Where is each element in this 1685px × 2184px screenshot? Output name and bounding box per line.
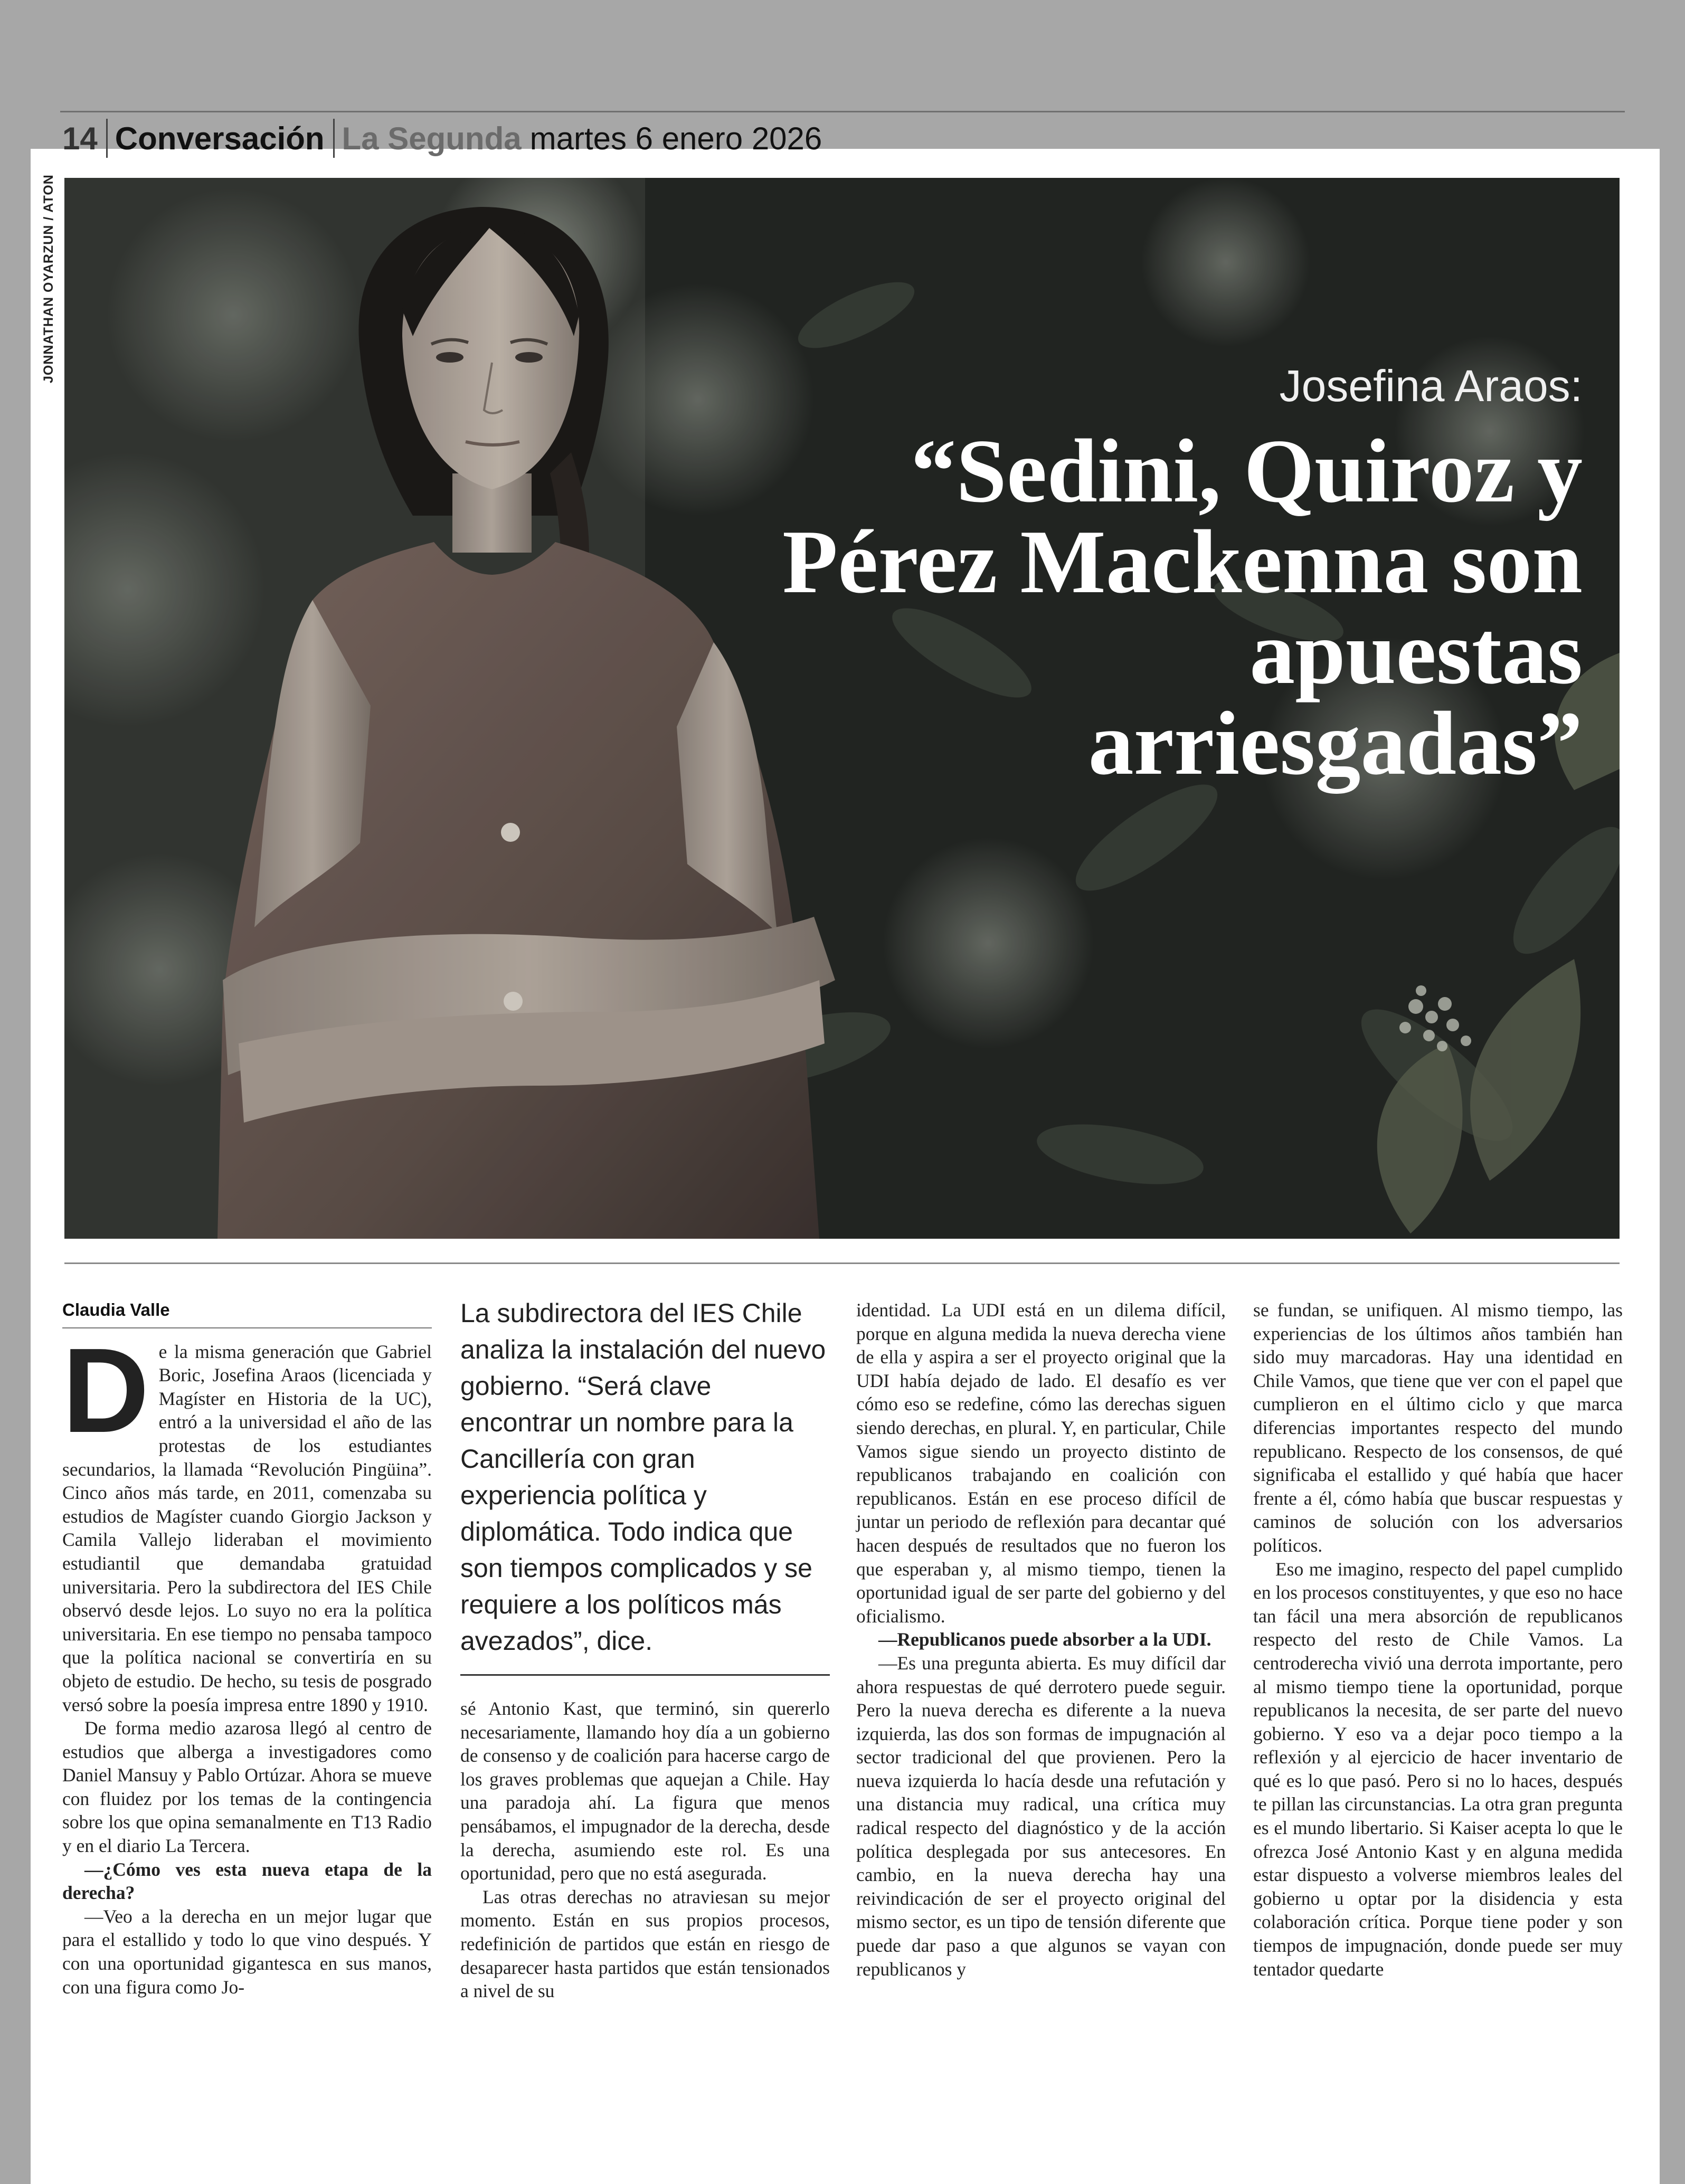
- photo-bottom-rule: [64, 1262, 1620, 1264]
- portrait-photo: [64, 178, 1620, 1239]
- drop-cap: D: [62, 1323, 149, 1458]
- lead-paragraph-text: e la misma generación que Gabriel Boric, Josefina Araos (licenciada y Magíster en Historia de la UC), entró a la universidad el año de las protestas de los estudiantes secundarios, la llamada “Revolución Pingüina”. Cinco años más tarde, en 2011, comenzaba su estudios de Magíster cuando Giorgio Jackson y Camila Vallejo lideraban el movimiento estudiantil que demandaba gratuidad universitaria. Pero la subdirectora del IES Chile observó desde lejos. Lo suyo no era la política universitaria. En ese tiempo no pensaba tampoco que la política nacional se convertiría en su objeto de estudio. De hecho, su tesis de posgrado versó sobre la poesía impresa entre 1890 y 1910.: [62, 1341, 432, 1715]
- page-header: [62, 119, 822, 157]
- header-rule: [60, 111, 1625, 112]
- interview-question: —¿Cómo ves esta nueva etapa de la derecha?: [62, 1858, 432, 1904]
- article-paragraph: sé Antonio Kast, que terminó, sin quererlo necesariamente, llamando hoy día a un gobierno de consenso y de coalición para hacerse cargo de los graves problemas que aquejan a Chile. Hay una paradoja ahí. La figura que menos pensábamos, el impugnador de la derecha, desde la derecha, asumiendo este rol. Es una oportunidad, pero que no está asegurada.: [460, 1698, 830, 1884]
- section-name: Conversación: [115, 120, 325, 156]
- publication-name: La Segunda: [342, 120, 522, 156]
- interview-question: —Republicanos puede absorber a la UDI.: [878, 1629, 1211, 1650]
- article-paragraph: —Es una pregunta abierta. Es muy difícil dar ahora respuestas de qué derrotero puede seguir. Pero la nueva derecha es diferente a la nueva izquierda, las dos son formas de impugnación al sector tradicional del que provienen. Pero la nueva izquierda lo hacía desde una refutación y una distancia muy radical, una crítica muy radical respecto del diagnóstico y de la acción política desplegada por sus antecesores. En cambio, en la nueva derecha hay una reivindicación de ser el proyecto original del mismo sector, es un tipo de tensión diferente que puede dar paso a que algunos se vayan con republicanos y: [856, 1652, 1226, 1980]
- article-paragraph: —Veo a la derecha en un mejor lugar que para el estallido y todo lo que vino después. Y con una oportunidad gigantesca en sus manos, con una figura como Jo-: [62, 1905, 432, 1998]
- header-divider: [106, 119, 108, 158]
- photo-credit-text: JONNATHAN OYARZUN / ATON: [41, 174, 56, 383]
- publication-date: martes 6 enero 2026: [529, 120, 822, 156]
- headline-kicker: Josefina Araos:: [1279, 361, 1583, 411]
- header-divider: [333, 119, 335, 158]
- article-column-2: [460, 1298, 830, 2003]
- article-paragraph: [62, 1323, 432, 1717]
- article-paragraph: De forma medio azarosa llegó al centro de estudios que alberga a investigadores como Daniel Mansuy y Pablo Ortúzar. Ahora se mueve con fluidez por los temas de la contingencia sobre los que opina semanalmente en T13 Radio y en el diario La Tercera.: [62, 1717, 432, 1857]
- page-number: 14: [62, 120, 98, 156]
- article-paragraph: Las otras derechas no atraviesan su mejor momento. Están en sus propios procesos, redefinición de partidos que están en riesgo de desaparecer hasta partidos que están tensionados a nivel de su: [460, 1886, 830, 2002]
- article-intro-deck: La subdirectora del IES Chile analiza la instalación del nuevo gobierno. “Será clave encontrar un nombre para la Cancillería con gran experiencia política y diplomática. Todo indica que son tiempos complicados y se requiere a los políticos más avezados”, dice.: [460, 1295, 830, 1676]
- author-byline: Claudia Valle: [62, 1298, 432, 1328]
- article-column-4: [1253, 1298, 1623, 1981]
- article-paragraph: se fundan, se unifiquen. Al mismo tiempo, las experiencias de los últimos años también han sido muy marcadoras. Hay una identidad en Chile Vamos, que tiene que ver con el papel que cumplieron en el último ciclo y que marca diferencias importantes respecto del mundo republicano. Respecto de los consensos, de qué significaba el estallido y qué había que hacer frente a él, cómo había que buscar respuestas y caminos de solución con los adversarios políticos.: [1253, 1299, 1623, 1556]
- article-paragraph: Eso me imagino, respecto del papel cumplido en los procesos constituyentes, y que eso no hace tan fácil una mera absorción de republicanos respecto del resto de Chile Vamos. La centroderecha vivió una derrota importante, pero al mismo tiempo tiene la oportunidad, porque republicanos la necesita, de ser parte del nuevo gobierno. Y eso va a dejar poco tiempo a la reflexión y al ejercicio de hacer inventario de qué es lo que pasó. Pero si no lo haces, después te pillan las circunstancias. La otra gran pregunta es el mundo libertario. Si Kaiser acepta lo que le ofrezca José Antonio Kast y en alguna medida estar dispuesto a volverse miembros leales del gobierno u optar por la disidencia y esta colaboración crítica. Porque tiene poder y son tiempos de impugnación, donde puede ser muy tentador quedarte: [1253, 1558, 1623, 1980]
- headline-title: “Sedini, Quiroz y Pérez Mackenna son apuestas arriesgadas”: [782, 421, 1583, 794]
- photo-credit: [41, 174, 57, 383]
- article-column-1: [62, 1298, 432, 1999]
- article-paragraph: identidad. La UDI está en un dilema difícil, porque en alguna medida la nueva derecha viene de ella y aspira a ser el proyecto original que la UDI había dejado de lado. El desafío es ver cómo eso se redefine, cómo las derechas siguen siendo derechas, en plural. Y, en particular, Chile Vamos sigue siendo un proyecto distinto de republicanos trabajando en coalición con republicanos. Están en ese proceso difícil de juntar un periodo de reflexión para decantar qué hacen después de resultados que no fueron los que esperaban y, al mismo tiempo, tienen la oportunidad igual de ser parte del gobierno y del oficialismo.: [856, 1299, 1226, 1627]
- article-column-3: [856, 1298, 1226, 1981]
